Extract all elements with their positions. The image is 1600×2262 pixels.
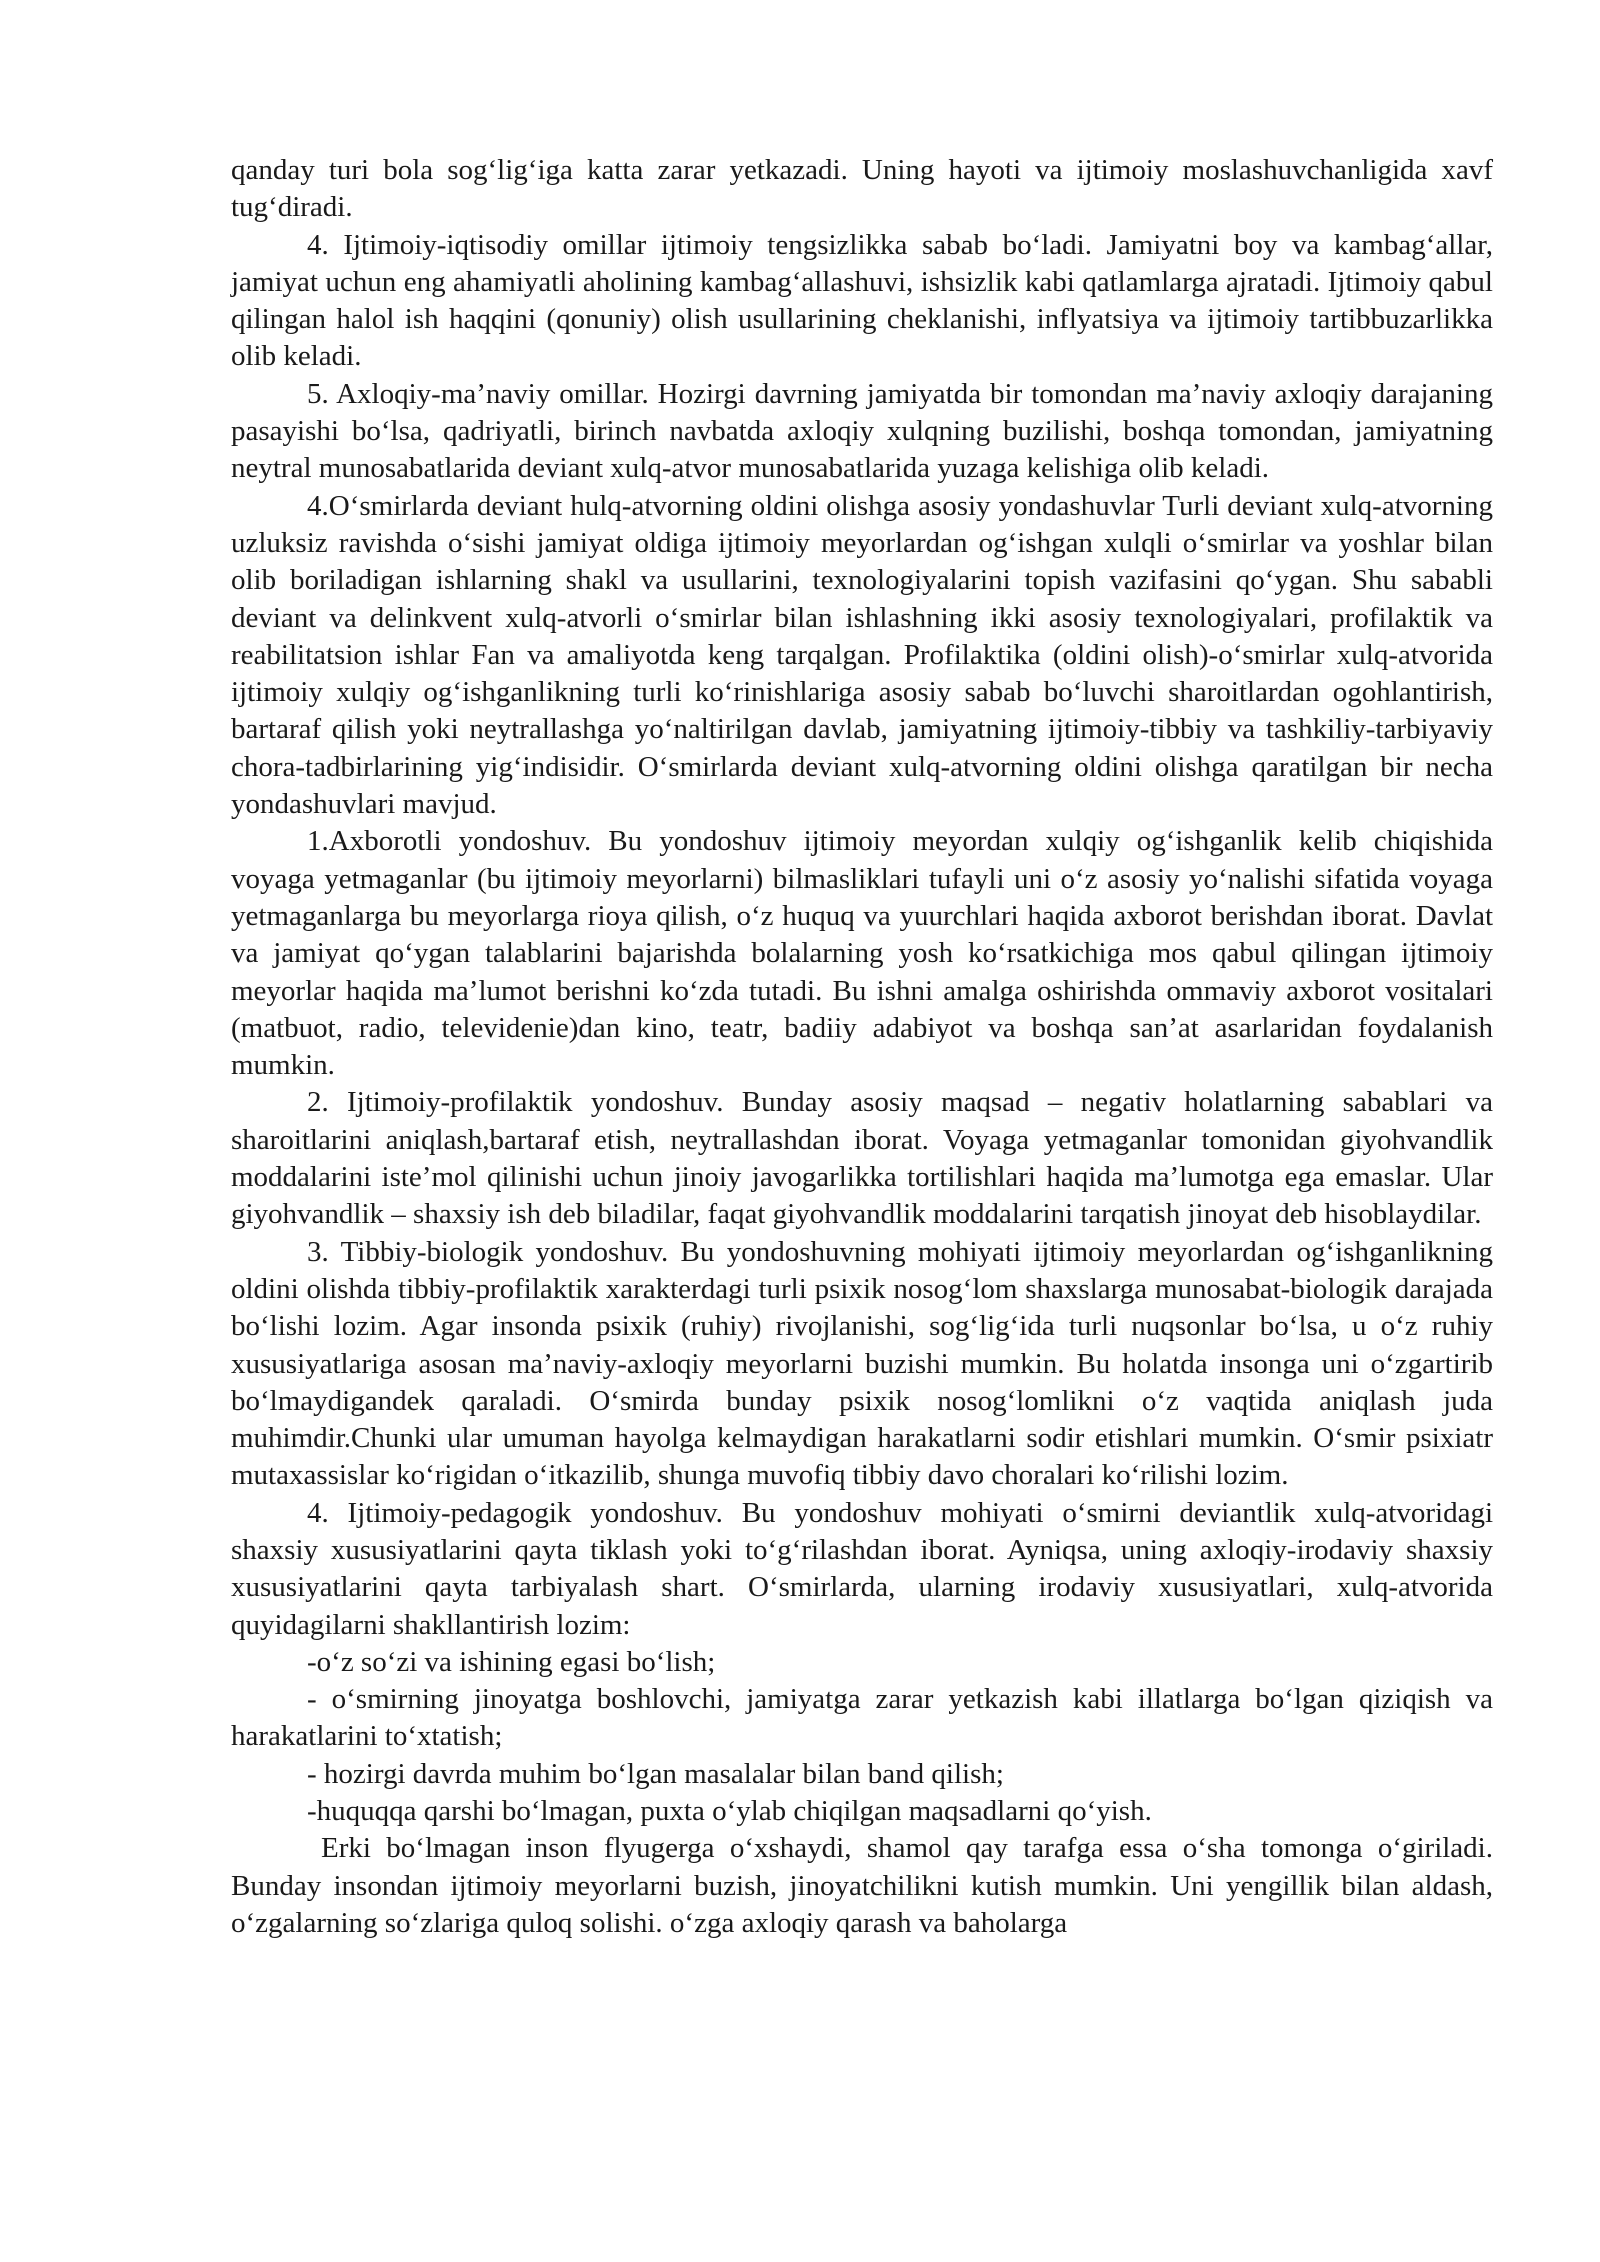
paragraph: 5. Axloqiy-ma’naviy omillar. Hozirgi davrning jamiyatda bir tomondan ma’naviy axloqiy darajaning pasayishi bo‘lsa, qadriyatli, birinch navbatda axloqiy xulqning buzilishi, boshqa tomondan, jamiyatning neytral munosabatlarida deviant xulq-atvor munosabatlarida yuzaga kelishiga olib keladi. bbox=[231, 377, 1493, 485]
paragraph: Erki bo‘lmagan inson flyugerga o‘xshaydi, shamol qay tarafga essa o‘sha tomonga o‘giriladi. Bunday insondan ijtimoiy meyorlarni buzish, jinoyatchilikni kutish mumkin. Uni yengillik bilan aldash, o‘zgalarning so‘zlariga quloq solishi. o‘zga axloqiy qarash va baholarga bbox=[231, 1832, 1493, 1939]
paragraph: 4.O‘smirlarda deviant hulq-atvorning oldini olishga asosiy yondashuvlar Turli deviant xulq-atvorning uzluksiz ravishda o‘sishi jamiyat oldiga ijtimoiy meyorlardan og‘ishgan xulqli o‘smirlar va yoshlar bilan olib boriladigan ishlarning shakl va usullarini, texnologiyalarini topish vazifasini qo‘ygan. Shu sababli deviant va delinkvent xulq-atvorli o‘smirlar bilan ishlashning ikki asosiy texnologiyalari, profilaktik va reabilitatsion ishlar Fan va amaliyotda keng tarqalgan. Profilaktika (oldini olish)-o‘smirlar xulq-atvorida ijtimoiy xulqiy og‘ishganlikning turli ko‘rinishlariga asosiy sabab bo‘luvchi sharoitlardan ogohlantirish, bartaraf qilish yoki neytrallashga yo‘naltirilgan davlab, jamiyatning ijtimoiy-tibbiy va tashkiliy-tarbiyaviy chora-tadbirlarining yig‘indisidir. O‘smirlarda deviant xulq-atvorning oldini olishga qaratilgan bir necha yondashuvlari mavjud. bbox=[231, 489, 1493, 821]
paragraph: 4. Ijtimoiy-iqtisodiy omillar ijtimoiy tengsizlikka sabab bo‘ladi. Jamiyatni boy va kambag‘allar, jamiyat uchun eng ahamiyatli aholining kambag‘allashuvi, ishsizlik kabi qatlamlarga ajratadi. Ijtimoiy qabul qilingan halol ish haqqini (qonuniy) olish usullarining cheklanishi, inflyatsiya va ijtimoiy tartibbuzarlikka olib keladi. bbox=[231, 228, 1493, 373]
list-item: - o‘smirning jinoyatga boshlovchi, jamiyatga zarar yetkazish kabi illatlarga bo‘lgan qiziqish va harakatlarini to‘xtatish; bbox=[231, 1683, 1493, 1753]
paragraph: 4. Ijtimoiy-pedagogik yondoshuv. Bu yondoshuv mohiyati o‘smirni deviantlik xulq-atvoridagi shaxsiy xususiyatlarini qayta tiklash yoki to‘g‘rilashdan iborat. Ayniqsa, uning axloqiy-irodaviy shaxsiy xususiyatlarini qayta tarbiyalash shart. O‘smirlarda, ularning irodaviy xususiyatlari, xulq-atvorida quyidagilarni shakllantirish lozim: bbox=[231, 1496, 1493, 1641]
paragraph: 2. Ijtimoiy-profilaktik yondoshuv. Bunday asosiy maqsad – negativ holatlarning sabablari va sharoitlarini aniqlash,bartaraf etish, neytrallashdan iborat. Voyaga yetmaganlar tomonidan giyohvandlik moddalarini iste’mol qilinishi uchun jinoiy javogarlikka tortilishlari haqida ma’lumotga ega emaslar. Ular giyohvandlik – shaxsiy ish deb biladilar, faqat giyohvandlik moddalarini tarqatish jinoyat deb hisoblaydilar. bbox=[231, 1086, 1493, 1231]
list-item: - hozirgi davrda muhim bo‘lgan masalalar bilan band qilish; bbox=[307, 1757, 1004, 1790]
list-item: -o‘z so‘zi va ishining egasi bo‘lish; bbox=[307, 1645, 716, 1678]
paragraph: 1.Axborotli yondoshuv. Bu yondoshuv ijtimoiy meyordan xulqiy og‘ishganlik kelib chiqishida voyaga yetmaganlar (bu ijtimoiy meyorlarni) bilmasliklari tufayli uni o‘z asosiy yo‘nalishi sifatida voyaga yetmaganlarga bu meyorlarga rioya qilish, o‘z huquq va yuurchlari haqida axborot berishdan iborat. Davlat va jamiyat qo‘ygan talablarini bajarishda bolalarning yosh ko‘rsatkichiga mos qabul qilingan ijtimoiy meyorlar haqida ma’lumot berishni ko‘zda tutadi. Bu ishni amalga oshirishda ommaviy axborot vositalari (matbuot, radio, televidenie)dan kino, teatr, badiiy adabiyot va boshqa san’at asarlaridan foydalanish mumkin. bbox=[231, 825, 1493, 1082]
document-page bbox=[231, 152, 1493, 1942]
paragraph: 3. Tibbiy-biologik yondoshuv. Bu yondoshuvning mohiyati ijtimoiy meyorlardan og‘ishganlikning oldini olishda tibbiy-profilaktik xarakterdagi turli psixik nosog‘lom shaxslarga munosabat-biologik darajada bo‘lishi lozim. Agar insonda psixik (ruhiy) rivojlanishi, sog‘lig‘ida turli nuqsonlar bo‘lsa, u o‘z ruhiy xususiyatlariga asosan ma’naviy-axloqiy meyorlarni buzishi mumkin. Bu holatda insonga uni o‘zgartirib bo‘lmaydigandek qaraladi. O‘smirda bunday psixik nosog‘lomlikni o‘z vaqtida aniqlash juda muhimdir.Chunki ular umuman hayolga kelmaydigan harakatlarni sodir etishlari mumkin. O‘smir psixiatr mutaxassislar ko‘rigidan o‘itkazilib, shunga muvofiq tibbiy davo choralari ko‘rilishi lozim. bbox=[231, 1235, 1493, 1492]
paragraph: qanday turi bola sog‘lig‘iga katta zarar yetkazadi. Uning hayoti va ijtimoiy moslashuvchanligida xavf tug‘diradi. bbox=[231, 154, 1493, 224]
list-item: -huquqqa qarshi bo‘lmagan, puxta o‘ylab chiqilgan maqsadlarni qo‘yish. bbox=[307, 1795, 1152, 1828]
